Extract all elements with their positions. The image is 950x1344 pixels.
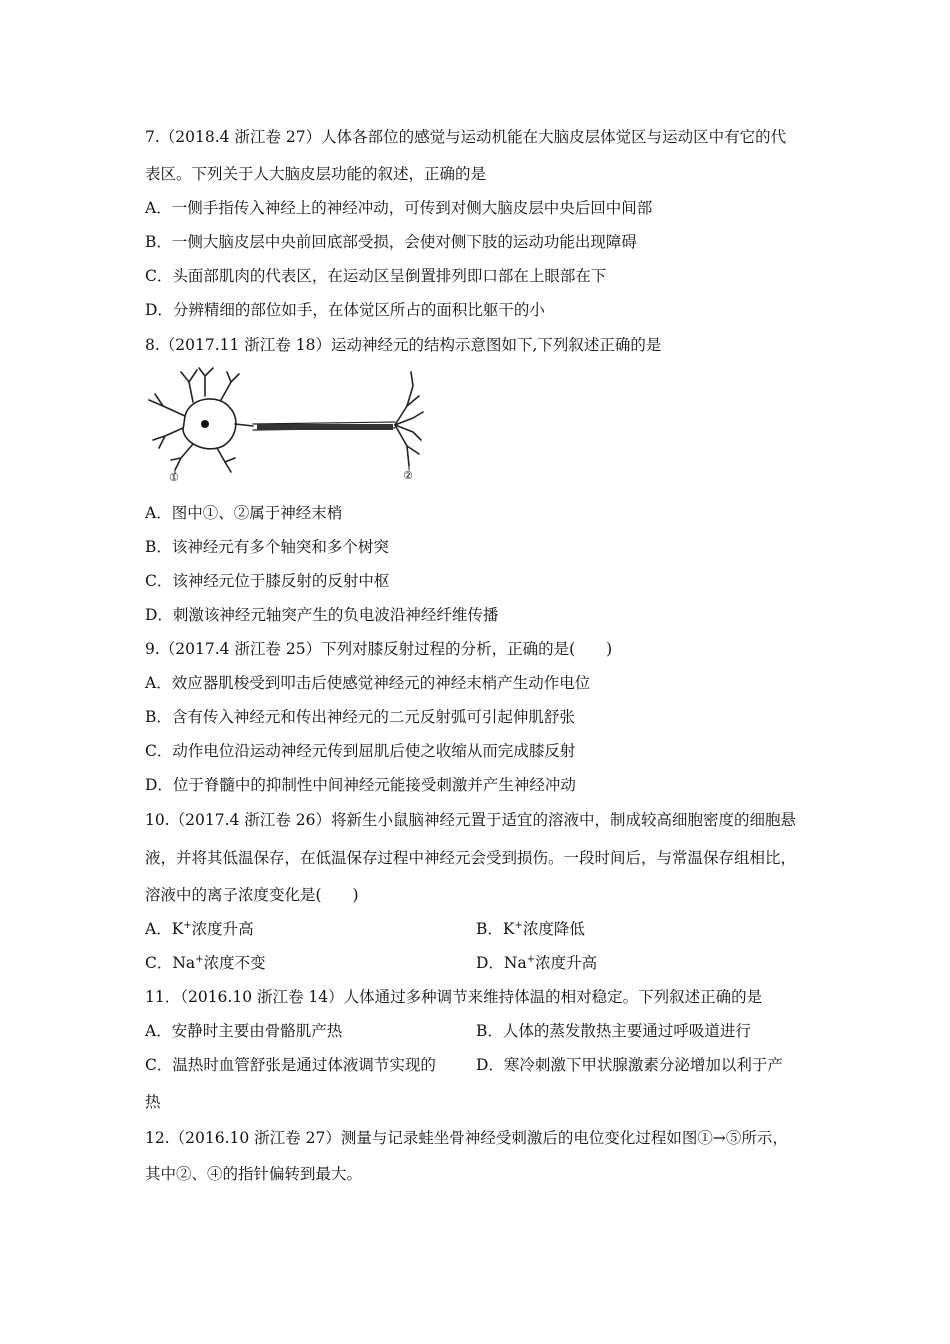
q12-stem-line1: 12.（2016.10 浙江卷 27）测量与记录蛙坐骨神经受刺激后的电位变化过程如图①→⑤所示， bbox=[145, 1129, 788, 1147]
q7-option-b: B．一侧大脑皮层中央前回底部受损，会使对侧下肢的运动功能出现障碍 bbox=[145, 233, 637, 251]
q9-option-b: B．含有传入神经元和传出神经元的二元反射弧可引起伸肌舒张 bbox=[145, 708, 575, 726]
q9-option-c: C．动作电位沿运动神经元传到屈肌后使之收缩从而完成膝反射 bbox=[145, 742, 576, 760]
q10-option-d: D．Na+浓度升高 bbox=[476, 953, 598, 972]
q11-option-c: C．温热时血管舒张是通过体液调节实现的 bbox=[145, 1056, 436, 1074]
myelin-sheath bbox=[257, 424, 393, 430]
q10-stem-line3: 溶液中的离子浓度变化是( ) bbox=[145, 886, 359, 904]
q9-stem: 9.（2017.4 浙江卷 25）下列对膝反射过程的分析，正确的是( ) bbox=[145, 640, 613, 658]
q7-stem-line1: 7.（2018.4 浙江卷 27）人体各部位的感觉与运动机能在大脑皮层体觉区与运动区中有它的代 bbox=[145, 128, 787, 146]
q10-stem-line1: 10.（2017.4 浙江卷 26）将新生小鼠脑神经元置于适宜的溶液中，制成较高细胞密度的细胞悬 bbox=[145, 811, 796, 829]
cell-body-outline bbox=[183, 399, 236, 449]
q11-option-d-line1: D．寒冷刺激下甲状腺激素分泌增加以利于产 bbox=[476, 1056, 783, 1074]
q8-option-b: B．该神经元有多个轴突和多个树突 bbox=[145, 538, 389, 556]
q10-option-b: B．K+浓度降低 bbox=[476, 919, 585, 938]
q7-option-c: C．头面部肌肉的代表区，在运动区呈倒置排列即口部在上眼部在下 bbox=[145, 267, 607, 285]
label-2: ② bbox=[403, 469, 413, 482]
motor-neuron-diagram bbox=[145, 366, 425, 482]
q7-option-d: D．分辨精细的部位如手，在体觉区所占的面积比躯干的小 bbox=[145, 301, 545, 319]
q12-stem-line2: 其中②、④的指针偏转到最大。 bbox=[145, 1165, 363, 1183]
q11-option-d-line2: 热 bbox=[145, 1093, 161, 1111]
q10-option-a: A．K+浓度升高 bbox=[145, 919, 254, 938]
q7-stem-line2: 表区。下列关于人大脑皮层功能的叙述，正确的是 bbox=[145, 165, 487, 183]
label-1: ① bbox=[169, 471, 179, 482]
q9-option-a: A．效应器肌梭受到叩击后使感觉神经元的神经末梢产生动作电位 bbox=[145, 674, 591, 692]
q10-option-c: C．Na+浓度不变 bbox=[145, 953, 266, 972]
q10-stem-line2: 液，并将其低温保存，在低温保存过程中神经元会受到损伤。一段时间后，与常温保存组相比， bbox=[145, 849, 797, 867]
q8-option-a: A．图中①、②属于神经末梢 bbox=[145, 504, 343, 522]
q11-stem: 11．（2016.10 浙江卷 14）人体通过多种调节来维持体温的相对稳定。下列叙述正确的是 bbox=[145, 988, 763, 1006]
q11-option-a: A．安静时主要由骨骼肌产热 bbox=[145, 1022, 343, 1040]
q7-option-a: A．一侧手指传入神经上的神经冲动，可传到对侧大脑皮层中央后回中间部 bbox=[145, 199, 653, 217]
q8-option-d: D．刺激该神经元轴突产生的负电波沿神经纤维传播 bbox=[145, 606, 499, 624]
nucleus bbox=[201, 420, 209, 428]
q8-stem: 8.（2017.11 浙江卷 18）运动神经元的结构示意图如下,下列叙述正确的是 bbox=[145, 336, 662, 354]
q11-option-b: B．人体的蒸发散热主要通过呼吸道进行 bbox=[476, 1022, 751, 1040]
q8-option-c: C．该神经元位于膝反射的反射中枢 bbox=[145, 572, 390, 590]
q9-option-d: D．位于脊髓中的抑制性中间神经元能接受刺激并产生神经冲动 bbox=[145, 776, 576, 794]
